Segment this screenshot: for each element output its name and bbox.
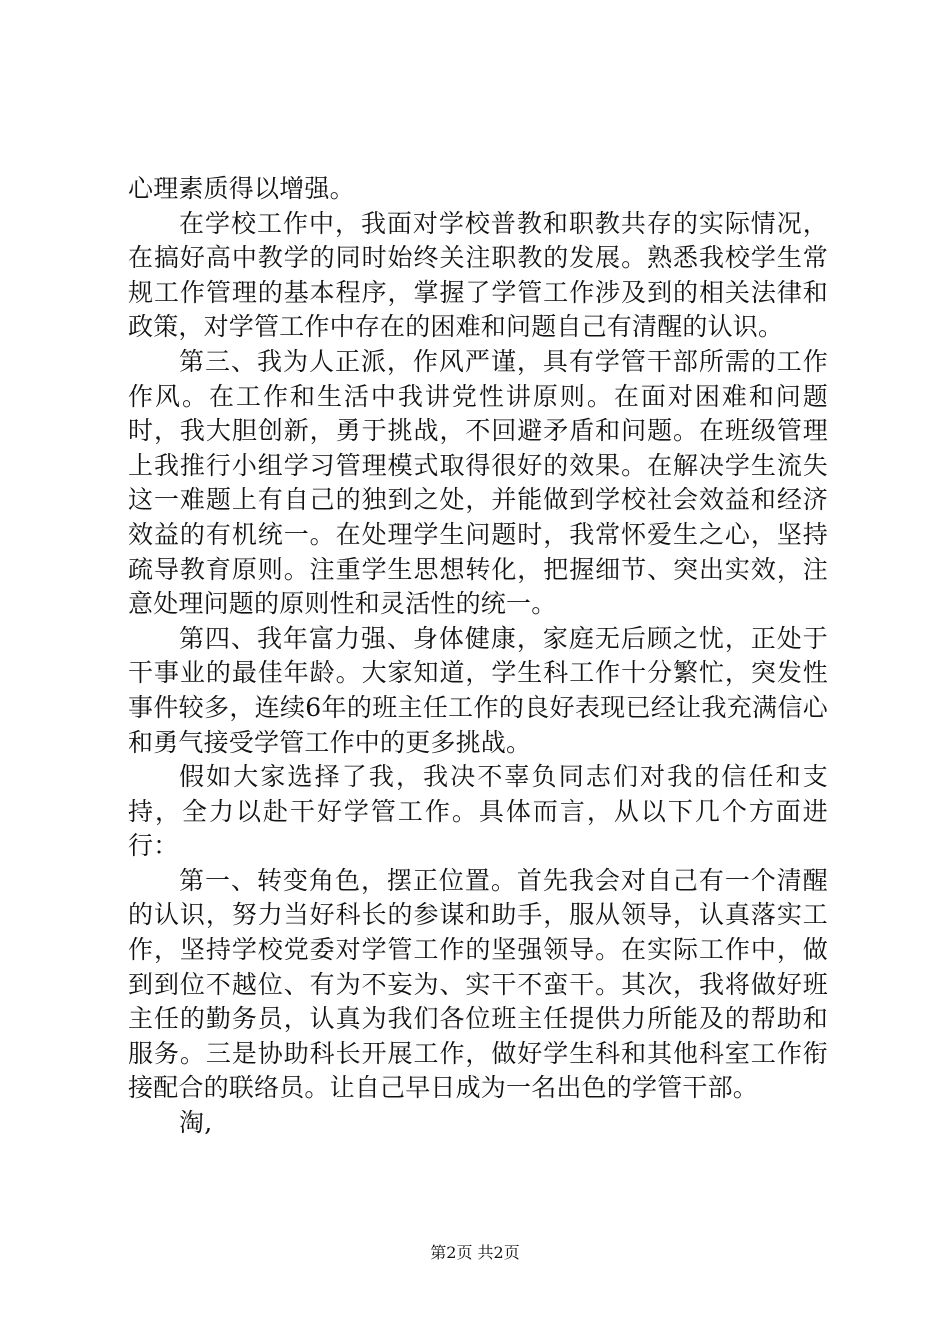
paragraph-7: 淘, [179, 1108, 213, 1138]
paragraph-4: 第四、我年富力强、身体健康，家庭无后顾之忧，正处于干事业的最佳年龄。大家知道，学生科工作十分繁忙，突发性事件较多，连续6年的班主任工作的良好表现已经让我充满信心和勇气接受学管工作中的更多挑战。 [128, 623, 828, 757]
page-number-footer: 第2页 共2页 [430, 1243, 520, 1262]
document-body [128, 172, 828, 1141]
paragraph-1: 心理素质得以增强。 [128, 174, 355, 203]
paragraph-3: 第三、我为人正派，作风严谨，具有学管干部所需的工作作风。在工作和生活中我讲党性讲原则。在面对困难和问题时，我大胆创新，勇于挑战，不回避矛盾和问题。在班级管理上我推行小组学习管理模式取得很好的效果。在解决学生流失这一难题上有自己的独到之处，并能做到学校社会效益和经济效益的有机统一。在处理学生问题时，我常怀爱生之心，坚持疏导教育原则。注重学生思想转化，把握细节、突出实效，注意处理问题的原则性和灵活性的统一。 [128, 346, 828, 619]
paragraph-6: 第一、转变角色，摆正位置。首先我会对自己有一个清醒的认识，努力当好科长的参谋和助手，服从领导，认真落实工作，坚持学校党委对学管工作的坚强领导。在实际工作中，做到到位不越位、有为不妄为、实干不蛮干。其次，我将做好班主任的勤务员，认真为我们各位班主任提供力所能及的帮助和服务。三是协助科长开展工作，做好学生科和其他科室工作衔接配合的联络员。让自己早日成为一名出色的学管干部。 [128, 865, 828, 1103]
paragraph-2: 在学校工作中，我面对学校普教和职教共存的实际情况，在搞好高中教学的同时始终关注职教的发展。熟悉我校学生常规工作管理的基本程序，掌握了学管工作涉及到的相关法律和政策，对学管工作中存在的困难和问题自己有清醒的认识。 [128, 208, 828, 342]
paragraph-5: 假如大家选择了我，我决不辜负同志们对我的信任和支持，全力以赴干好学管工作。具体而言，从以下几个方面进行： [128, 762, 828, 861]
